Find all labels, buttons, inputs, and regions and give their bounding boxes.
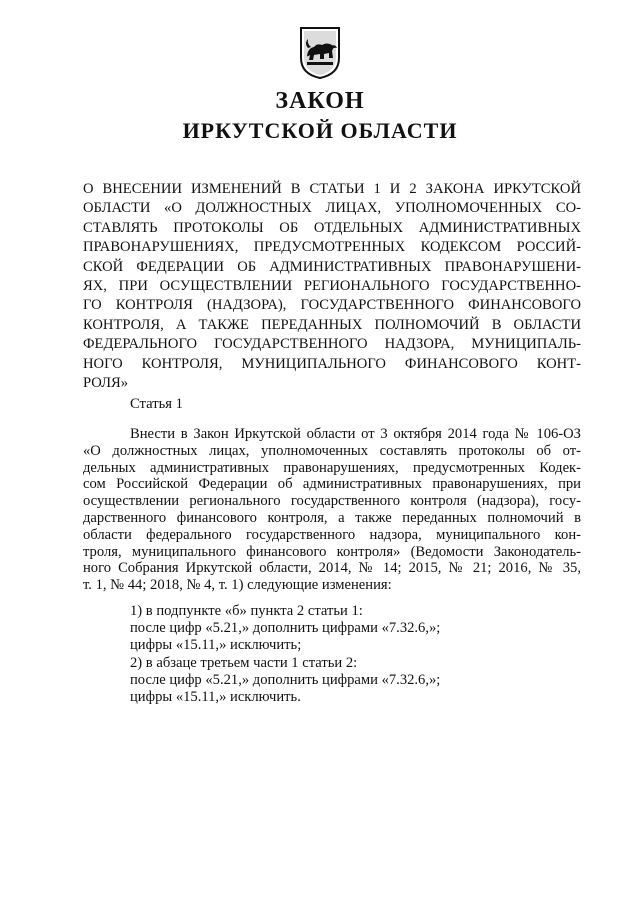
body-line: Внести в Закон Иркутской области от 3 октября 2014 года № 106-ОЗ — [130, 426, 581, 442]
amendment-item: после цифр «5.21,» дополнить цифрами «7.32.6,»; — [130, 620, 441, 637]
amendment-item: 2) в абзаце третьем части 1 статьи 2: — [130, 654, 358, 671]
heading-line: ГО КОНТРОЛЯ (НАДЗОРА), ГОСУДАРСТВЕННОГО ФИНАНСОВОГО — [83, 297, 581, 314]
amendment-list — [130, 603, 440, 706]
coat-of-arms-emblem — [299, 26, 341, 80]
heading-line: РОЛЯ» — [83, 375, 129, 392]
law-heading — [83, 180, 581, 393]
body-line: ного Собрания Иркутской области, 2014, № 14; 2015, № 21; 2016, № 35, — [83, 560, 581, 577]
body-line: троля, муниципального финансового контроля» (Ведомости Законодатель- — [83, 543, 581, 560]
article-label: Статья 1 — [130, 396, 183, 412]
heading-line: КОНТРОЛЯ, А ТАКЖЕ ПЕРЕДАННЫХ ПОЛНОМОЧИЙ В ОБЛАСТИ — [83, 316, 581, 333]
body-line: области федерального государственного надзора, муниципального кон- — [83, 526, 581, 543]
article-body — [83, 426, 581, 594]
law-title: ЗАКОН — [275, 88, 365, 114]
body-line: сом Российской Федерации об административных правонарушениях, при — [83, 476, 581, 493]
amendment-item: после цифр «5.21,» дополнить цифрами «7.32.6,»; — [130, 671, 441, 688]
amendment-item: цифры «15.11,» исключить; — [130, 637, 302, 654]
heading-line: О ВНЕСЕНИИ ИЗМЕНЕНИЙ В СТАТЬИ 1 И 2 ЗАКОНА ИРКУТСКОЙ — [83, 181, 581, 197]
body-line: «О должностных лицах, уполномоченных составлять протоколы об от- — [83, 442, 581, 459]
amendment-item: цифры «15.11,» исключить. — [130, 689, 301, 706]
body-line: дельных административных правонарушениях, предусмотренных Кодек- — [83, 459, 581, 476]
heading-line: ЯХ, ПРИ ОСУЩЕСТВЛЕНИИ РЕГИОНАЛЬНОГО ГОСУДАРСТВЕННО- — [83, 278, 581, 295]
body-line: дарственного финансового контроля, а также переданных полномочий в — [83, 509, 581, 526]
body-line: т. 1, № 44; 2018, № 4, т. 1) следующие изменения: — [83, 577, 392, 594]
heading-line: ОБЛАСТИ «О ДОЛЖНОСТНЫХ ЛИЦАХ, УПОЛНОМОЧЕННЫХ СО- — [83, 200, 581, 217]
amendment-item: 1) в подпункте «б» пункта 2 статьи 1: — [130, 603, 363, 619]
heading-line: СКОЙ ФЕДЕРАЦИИ ОБ АДМИНИСТРАТИВНЫХ ПРАВОНАРУШЕНИ- — [83, 258, 581, 275]
heading-line: ФЕДЕРАЛЬНОГО ГОСУДАРСТВЕННОГО НАДЗОРА, МУНИЦИПАЛЬ- — [83, 336, 581, 353]
heading-line: ПРАВОНАРУШЕНИЯХ, ПРЕДУСМОТРЕННЫХ КОДЕКСОМ РОССИЙ- — [83, 239, 581, 256]
body-line: осуществлении регионального государственного контроля (надзора), госу- — [83, 493, 581, 510]
heading-line: СТАВЛЯТЬ ПРОТОКОЛЫ ОБ ОТДЕЛЬНЫХ АДМИНИСТРАТИВНЫХ — [83, 219, 581, 236]
heading-line: НОГО КОНТРОЛЯ, МУНИЦИПАЛЬНОГО ФИНАНСОВОГО КОНТ- — [83, 355, 581, 372]
region-title: ИРКУТСКОЙ ОБЛАСТИ — [182, 118, 458, 143]
